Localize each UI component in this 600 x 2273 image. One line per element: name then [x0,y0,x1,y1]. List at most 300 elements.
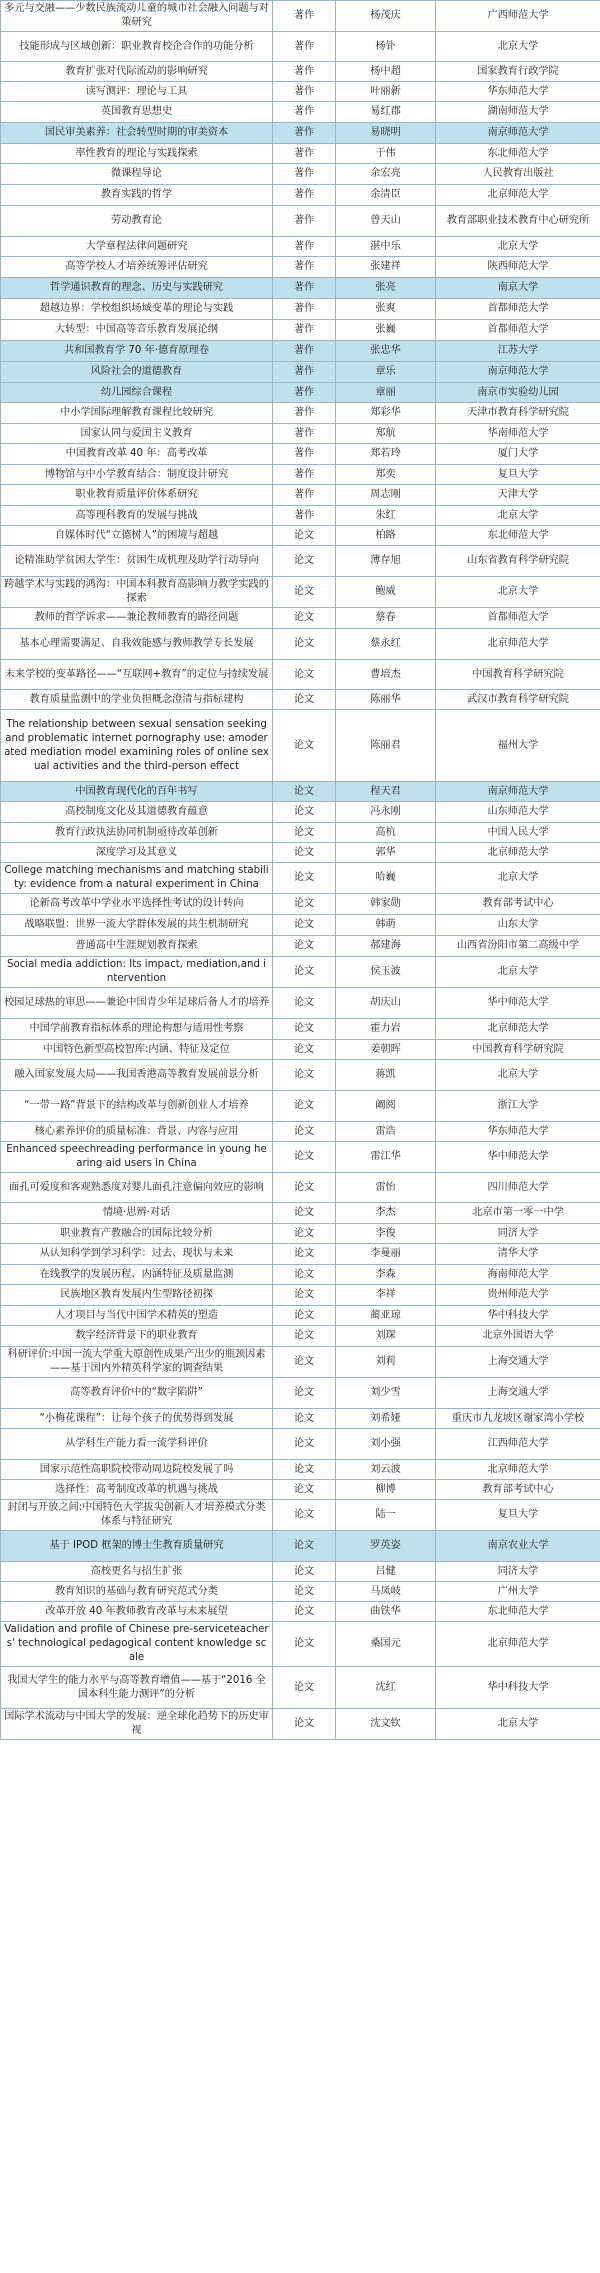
cell-type: 论文 [273,988,336,1019]
cell-author: 薄存旭 [336,546,436,577]
cell-type: 论文 [273,1060,336,1091]
cell-title: 劳动教育论 [1,206,273,237]
cell-institution: 首都师范大学 [436,299,600,320]
cell-author: 郑彩华 [336,403,436,424]
cell-author: 余宏亮 [336,164,436,185]
cell-title: 高等学校人才培养统筹评估研究 [1,257,273,278]
cell-title: 基本心理需要满足、自我效能感与教师教学专长发展 [1,629,273,660]
table-row [1,1480,600,1500]
table-body [1,1,600,1740]
cell-title: 微课程导论 [1,164,273,185]
cell-title: 国家认同与爱国主义教育 [1,424,273,444]
cell-type: 著作 [273,403,336,424]
cell-type: 论文 [273,526,336,546]
cell-institution: 北京大学 [436,32,600,62]
cell-institution: 海南师范大学 [436,1265,600,1285]
cell-type: 著作 [273,185,336,206]
cell-institution: 厦门大学 [436,444,600,465]
cell-institution: 陕西师范大学 [436,257,600,278]
table-row [1,123,600,144]
cell-institution: 上海交通大学 [436,1347,600,1378]
cell-author: 柳博 [336,1480,436,1500]
cell-type: 著作 [273,206,336,237]
cell-type: 论文 [273,1019,336,1040]
cell-type: 论文 [273,1040,336,1060]
cell-title: 哲学通识教育的理念、历史与实践研究 [1,278,273,299]
table-row [1,1244,600,1265]
cell-title: The relationship between sexual sensation seeking and problematic internet pornography use: amoderated mediation model examining roles of online sexual activities and the third-person effect [1,710,273,782]
table-row [1,915,600,936]
cell-author: 柏路 [336,526,436,546]
cell-type: 论文 [273,863,336,894]
cell-author: 蔡永红 [336,629,436,660]
cell-type: 著作 [273,237,336,257]
cell-author: 刘小强 [336,1429,436,1460]
cell-author: 湛中乐 [336,237,436,257]
cell-author: 易晓明 [336,123,436,144]
cell-author: 鲍威 [336,577,436,608]
cell-type: 著作 [273,299,336,320]
cell-author: 侯玉波 [336,957,436,988]
cell-type: 论文 [273,1347,336,1378]
table-row [1,1429,600,1460]
cell-title: 教育行政执法协同机制亟待改革创新 [1,823,273,843]
table-row [1,526,600,546]
cell-type: 论文 [273,1480,336,1500]
cell-title: 职业教育质量评价体系研究 [1,485,273,506]
cell-type: 论文 [273,1602,336,1622]
cell-author: 张巍 [336,320,436,341]
cell-type: 论文 [273,1244,336,1265]
table-row [1,278,600,299]
cell-institution: 东北师范大学 [436,144,600,164]
cell-institution: 江苏大学 [436,341,600,362]
cell-type: 著作 [273,362,336,383]
cell-institution: 中国人民大学 [436,823,600,843]
cell-institution: 华南师范大学 [436,424,600,444]
cell-institution: 天津大学 [436,485,600,506]
table-row [1,62,600,82]
cell-title: 数字经济背景下的职业教育 [1,1326,273,1347]
cell-institution: 湖南师范大学 [436,102,600,123]
table-row [1,1378,600,1409]
cell-type: 论文 [273,1500,336,1531]
table-row [1,1667,600,1709]
cell-institution: 北京师范大学 [436,1622,600,1667]
cell-title: 中国学前教育指标体系的理论构想与适用性考察 [1,1019,273,1040]
cell-type: 著作 [273,164,336,185]
cell-type: 论文 [273,1667,336,1709]
cell-author: 韩萌 [336,915,436,936]
cell-author: 霍力岩 [336,1019,436,1040]
cell-author: 蔡春 [336,608,436,629]
cell-institution: 复旦大学 [436,1500,600,1531]
cell-title: 国际学术流动与中国大学的发展：逆全球化趋势下的历史审视 [1,1709,273,1740]
cell-institution: 国家教育行政学院 [436,62,600,82]
table-row [1,1142,600,1173]
table-row [1,299,600,320]
table-row [1,843,600,863]
cell-institution: 同济大学 [436,1562,600,1582]
table-row [1,1562,600,1582]
cell-author: 曲铁华 [336,1602,436,1622]
cell-type: 著作 [273,506,336,526]
cell-institution: 东北师范大学 [436,526,600,546]
cell-institution: 北京师范大学 [436,843,600,863]
table-row [1,1019,600,1040]
cell-type: 著作 [273,485,336,506]
cell-type: 论文 [273,1285,336,1306]
cell-author: 易红郡 [336,102,436,123]
table-row [1,383,600,403]
cell-author: 曾天山 [336,206,436,237]
cell-type: 论文 [273,1306,336,1326]
cell-title: 国民审美素养：社会转型时期的审美资本 [1,123,273,144]
cell-type: 论文 [273,782,336,802]
table-row [1,1,600,32]
cell-title: 职业教育产教融合的国际比较分析 [1,1224,273,1244]
cell-type: 论文 [273,915,336,936]
cell-title: 高校制度文化及其道德教育蕴意 [1,802,273,823]
cell-institution: 贵州师范大学 [436,1285,600,1306]
cell-author: 雷怡 [336,1173,436,1203]
cell-institution: 北京大学 [436,1060,600,1091]
cell-title: 高等理科教育的发展与挑战 [1,506,273,526]
cell-type: 著作 [273,102,336,123]
table-row [1,465,600,485]
cell-title: 超越边界：学校组织场域变革的理论与实践 [1,299,273,320]
cell-title: 共和国教育学 70 年·德育原理卷 [1,341,273,362]
table-row [1,988,600,1019]
cell-author: 李杰 [336,1203,436,1224]
table-row [1,506,600,526]
cell-institution: 中国教育科学研究院 [436,660,600,690]
table-row [1,1306,600,1326]
cell-author: 余清臣 [336,185,436,206]
cell-title: 中国教育改革 40 年：高考改革 [1,444,273,465]
cell-title: 深度学习及其意义 [1,843,273,863]
cell-institution: 南京市实验幼儿园 [436,383,600,403]
cell-institution: 中国教育科学研究院 [436,1040,600,1060]
cell-title: 从认知科学到学习科学：过去、现状与未来 [1,1244,273,1265]
table-row [1,82,600,102]
cell-author: 张忠华 [336,341,436,362]
cell-title: 核心素养评价的质量标准：背景、内容与应用 [1,1122,273,1142]
cell-type: 论文 [273,1409,336,1429]
cell-type: 论文 [273,1429,336,1460]
cell-type: 论文 [273,802,336,823]
cell-institution: 浙江大学 [436,1091,600,1122]
cell-title: 论精准助学贫困大学生：贫困生成机理及助学行动导向 [1,546,273,577]
cell-title: 博物馆与中小学教育结合：制度设计研究 [1,465,273,485]
cell-author: 张爽 [336,299,436,320]
cell-title: 人才项目与当代中国学术精英的塑造 [1,1306,273,1326]
cell-institution: 北京大学 [436,1709,600,1740]
table-row [1,1409,600,1429]
cell-author: 曹培杰 [336,660,436,690]
cell-title: 情境·思辨·对话 [1,1203,273,1224]
table-row [1,957,600,988]
cell-institution: 重庆市九龙坡区谢家湾小学校 [436,1409,600,1429]
cell-title: 多元与交融——少数民族流动儿童的城市社会融入问题与对策研究 [1,1,273,32]
cell-type: 著作 [273,320,336,341]
cell-title: 跨越学术与实践的鸿沟：中国本科教育高影响力教学实践的探索 [1,577,273,608]
cell-author: 郑若玲 [336,444,436,465]
table-row [1,206,600,237]
cell-type: 论文 [273,1224,336,1244]
cell-title: 大学章程法律问题研究 [1,237,273,257]
cell-institution: 四川师范大学 [436,1173,600,1203]
cell-institution: 教育部考试中心 [436,894,600,915]
cell-author: 刘琛 [336,1326,436,1347]
cell-author: 章丽 [336,383,436,403]
cell-title: 普通高中生涯规划教育探索 [1,936,273,957]
cell-title: 大转型：中国高等音乐教育发展论纲 [1,320,273,341]
table-row [1,1122,600,1142]
cell-author: 罗英姿 [336,1531,436,1562]
table-row [1,1060,600,1091]
table-row [1,577,600,608]
table-row [1,164,600,185]
cell-institution: 北京大学 [436,863,600,894]
cell-author: 郭华 [336,843,436,863]
cell-title: 中国特色新型高校智库:内涵、特征及定位 [1,1040,273,1060]
table-row [1,485,600,506]
cell-title: 我国大学生的能力水平与高等教育增值——基于“2016 全国本科生能力测评”的分析 [1,1667,273,1709]
cell-institution: 广州大学 [436,1582,600,1602]
table-row [1,1091,600,1122]
cell-author: 章乐 [336,362,436,383]
cell-institution: 北京师范大学 [436,1019,600,1040]
table-row [1,802,600,823]
cell-type: 论文 [273,629,336,660]
cell-type: 著作 [273,383,336,403]
cell-author: 杨中超 [336,62,436,82]
table-row [1,1582,600,1602]
cell-author: 沈文钦 [336,1709,436,1740]
cell-institution: 南京师范大学 [436,782,600,802]
cell-type: 论文 [273,1091,336,1122]
cell-title: 英国教育思想史 [1,102,273,123]
cell-author: 叶丽新 [336,82,436,102]
cell-title: 自媒体时代“立德树人”的困境与超越 [1,526,273,546]
table-row [1,341,600,362]
table-row [1,1224,600,1244]
table-row [1,1265,600,1285]
cell-title: 读写测评：理论与工具 [1,82,273,102]
table-row [1,237,600,257]
cell-author: 朱红 [336,506,436,526]
table-row [1,403,600,424]
cell-title: Enhanced speechreading performance in young hearing aid users in China [1,1142,273,1173]
cell-institution: 江西师范大学 [436,1429,600,1460]
cell-type: 著作 [273,82,336,102]
cell-institution: 教育部考试中心 [436,1480,600,1500]
cell-type: 著作 [273,62,336,82]
cell-type: 论文 [273,957,336,988]
cell-institution: 东北师范大学 [436,1602,600,1622]
table-row [1,424,600,444]
cell-author: 刘云波 [336,1460,436,1480]
cell-institution: 南京大学 [436,278,600,299]
cell-author: 陈丽华 [336,690,436,710]
cell-institution: 华东师范大学 [436,82,600,102]
table-row [1,444,600,465]
cell-institution: 北京外国语大学 [436,1326,600,1347]
cell-author: 李曼丽 [336,1244,436,1265]
table-row [1,1500,600,1531]
cell-institution: 北京大学 [436,506,600,526]
cell-author: 桑国元 [336,1622,436,1667]
cell-type: 论文 [273,1709,336,1740]
cell-title: “小梅花课程”：让每个孩子的优势得到发展 [1,1409,273,1429]
cell-institution: 清华大学 [436,1244,600,1265]
cell-author: 郑奕 [336,465,436,485]
cell-type: 论文 [273,608,336,629]
table-row [1,257,600,278]
cell-type: 论文 [273,1173,336,1203]
cell-institution: 华中师范大学 [436,988,600,1019]
cell-author: 郑航 [336,424,436,444]
cell-title: 校园足球热的审思——兼论中国青少年足球后备人才的培养 [1,988,273,1019]
cell-title: 面孔可爱度和客观熟悉度对婴儿面孔注意偏向效应的影响 [1,1173,273,1203]
cell-type: 论文 [273,1460,336,1480]
cell-title: 论新高考改革中学业水平选择性考试的设计转向 [1,894,273,915]
cell-type: 论文 [273,1622,336,1667]
cell-type: 论文 [273,710,336,782]
cell-type: 论文 [273,577,336,608]
cell-type: 论文 [273,1122,336,1142]
cell-type: 著作 [273,465,336,485]
cell-author: 雷江华 [336,1142,436,1173]
cell-title: 中国教育现代化的百年书写 [1,782,273,802]
cell-author: 程天君 [336,782,436,802]
cell-type: 论文 [273,1531,336,1562]
cell-institution: 华中科技大学 [436,1667,600,1709]
table-row [1,144,600,164]
cell-author: 蔺亚琼 [336,1306,436,1326]
table-row [1,1203,600,1224]
table-row [1,362,600,383]
cell-title: 未来学校的变革路径——“互联网+教育”的定位与持续发展 [1,660,273,690]
table-row [1,1326,600,1347]
cell-title: 战略联盟：世界一流大学群体发展的共生机制研究 [1,915,273,936]
table-row [1,660,600,690]
cell-title: 高等教育评价中的“数字陷阱” [1,1378,273,1409]
table-row [1,102,600,123]
cell-institution: 北京师范大学 [436,1460,600,1480]
cell-institution: 北京大学 [436,237,600,257]
cell-author: 郝建海 [336,936,436,957]
table-row [1,710,600,782]
cell-author: 杨钋 [336,32,436,62]
cell-title: 高校更名与招生扩张 [1,1562,273,1582]
cell-institution: 华东师范大学 [436,1122,600,1142]
table-row [1,1040,600,1060]
cell-institution: 山东大学 [436,915,600,936]
cell-title: 国家示范性高职院校带动周边院校发展了吗 [1,1460,273,1480]
cell-institution: 南京师范大学 [436,362,600,383]
cell-author: 马凤岐 [336,1582,436,1602]
cell-type: 论文 [273,894,336,915]
cell-author: 沈红 [336,1667,436,1709]
cell-author: 韩家勋 [336,894,436,915]
cell-type: 著作 [273,444,336,465]
table-row [1,1531,600,1562]
cell-type: 著作 [273,278,336,299]
table-row [1,320,600,341]
cell-title: 技能形成与区域创新：职业教育校企合作的功能分析 [1,32,273,62]
cell-author: 李祥 [336,1285,436,1306]
cell-title: 科研评价:中国一流大学重大原创性成果产出少的瓶颈因素——基于国内外精英科学家的调查结果 [1,1347,273,1378]
cell-title: 教育质量监测中的学业负担概念澄清与指标建构 [1,690,273,710]
table-row [1,546,600,577]
cell-author: 蒋凯 [336,1060,436,1091]
cell-institution: 人民教育出版社 [436,164,600,185]
cell-institution: 福州大学 [436,710,600,782]
cell-author: 李森 [336,1265,436,1285]
cell-type: 论文 [273,1203,336,1224]
table-row [1,629,600,660]
table-row [1,1285,600,1306]
cell-author: 陆一 [336,1500,436,1531]
cell-author: 高杭 [336,823,436,843]
cell-type: 著作 [273,123,336,144]
cell-institution: 山东师范大学 [436,802,600,823]
table-row [1,32,600,62]
cell-institution: 南京农业大学 [436,1531,600,1562]
cell-author: 陈丽君 [336,710,436,782]
table-row [1,894,600,915]
cell-title: Validation and profile of Chinese pre-serviceteachers' technological pedagogical content knowledge scale [1,1622,273,1667]
cell-institution: 华中科技大学 [436,1306,600,1326]
cell-author: 吕健 [336,1562,436,1582]
table-row [1,782,600,802]
cell-institution: 天津市教育科学研究院 [436,403,600,424]
table-row [1,1173,600,1203]
cell-author: 周志刚 [336,485,436,506]
table-row [1,1460,600,1480]
table-row [1,863,600,894]
table-row [1,1622,600,1667]
cell-title: 教育扩张对代际流动的影响研究 [1,62,273,82]
cell-institution: 首都师范大学 [436,320,600,341]
cell-institution: 华中师范大学 [436,1142,600,1173]
cell-institution: 教育部职业技术教育中心研究所 [436,206,600,237]
cell-type: 著作 [273,1,336,32]
cell-title: 教育知识的基础与教育研究范式分类 [1,1582,273,1602]
table-row [1,936,600,957]
cell-author: 刘莉 [336,1347,436,1378]
table-row [1,185,600,206]
cell-title: 在线教学的发展历程、内涵特征及质量监测 [1,1265,273,1285]
cell-institution: 北京师范大学 [436,185,600,206]
cell-author: 胡庆山 [336,988,436,1019]
cell-type: 论文 [273,823,336,843]
cell-type: 著作 [273,144,336,164]
cell-title: 率性教育的理论与实践探索 [1,144,273,164]
cell-type: 论文 [273,1326,336,1347]
cell-institution: 北京大学 [436,577,600,608]
table-row [1,1347,600,1378]
cell-author: 刘少雪 [336,1378,436,1409]
cell-type: 论文 [273,1142,336,1173]
cell-title: Social media addiction: Its impact, mediation,and intervention [1,957,273,988]
cell-institution: 上海交通大学 [436,1378,600,1409]
table-row [1,1602,600,1622]
cell-institution: 同济大学 [436,1224,600,1244]
cell-title: 融入国家发展大局——我国香港高等教育发展前景分析 [1,1060,273,1091]
